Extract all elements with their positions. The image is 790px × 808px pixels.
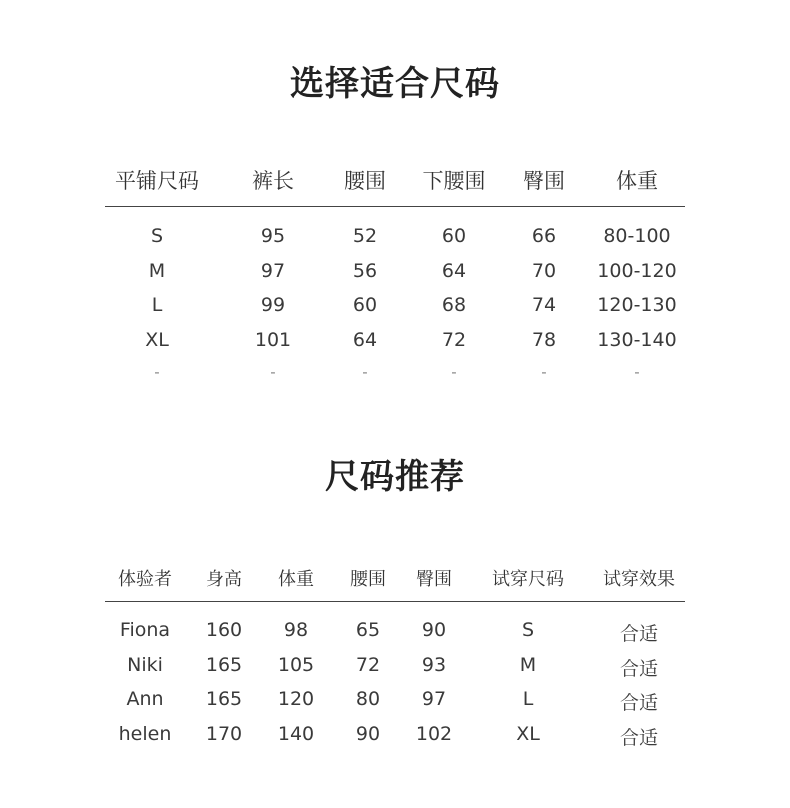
recommendation-table	[105, 565, 685, 749]
size-chart-header-cell: 下腰围	[422, 169, 486, 193]
size-chart-row	[105, 225, 685, 260]
recommendation-row	[105, 723, 685, 758]
size-chart-cell: -	[270, 363, 276, 381]
recommendation-header-cell: 试穿尺码	[492, 569, 564, 590]
size-chart-cell: -	[362, 363, 368, 381]
recommendation-row	[105, 688, 685, 723]
size-chart-cell: 97	[260, 259, 286, 282]
recommendation-cell: 合适	[619, 692, 659, 714]
recommendation-row	[105, 619, 685, 654]
size-chart-cell: 99	[260, 294, 286, 316]
recommendation-cell: 160	[205, 619, 243, 641]
size-chart-cell: 64	[352, 328, 378, 351]
size-chart-title: 选择适合尺码	[290, 64, 500, 104]
recommendation-cell: 65	[355, 619, 381, 641]
size-chart-cell: 68	[441, 294, 467, 316]
size-chart-row	[105, 329, 685, 364]
recommendation-cell: 合适	[619, 623, 659, 645]
size-chart-row	[105, 363, 685, 398]
recommendation-cell: 120	[277, 688, 315, 710]
size-chart-divider	[105, 206, 685, 207]
size-chart-header-row	[105, 165, 685, 205]
recommendation-cell: Niki	[127, 653, 163, 676]
recommendation-cell: 合适	[619, 726, 659, 749]
recommendation-cell: 合适	[619, 657, 659, 680]
size-chart-cell: 80-100	[603, 225, 671, 247]
recommendation-cell: XL	[516, 722, 540, 745]
size-chart-cell: 130-140	[597, 328, 677, 351]
recommendation-cell: 140	[277, 722, 315, 745]
size-chart-header-cell: 平铺尺码	[115, 169, 199, 193]
recommendation-cell: 102	[415, 722, 453, 745]
size-chart-cell: 95	[260, 225, 286, 247]
recommendation-cell: Ann	[126, 688, 164, 710]
recommendation-cell: 97	[421, 688, 447, 710]
size-chart-cell: 60	[441, 225, 467, 247]
size-chart-header-cell: 裤长	[252, 169, 294, 193]
recommendation-cell: 165	[205, 653, 243, 676]
recommendation-cell: M	[519, 653, 537, 676]
recommendation-cell: 98	[283, 619, 309, 641]
size-chart-header-cell: 体重	[616, 169, 658, 193]
recommendation-cell: 90	[421, 619, 447, 641]
recommendation-header-cell: 身高	[206, 569, 242, 590]
recommendation-header-cell: 体重	[278, 569, 314, 590]
recommendation-cell: 170	[205, 722, 243, 745]
size-chart-cell: 52	[352, 225, 378, 247]
size-chart-header-cell: 臀围	[523, 169, 565, 193]
size-chart-cell: 101	[254, 328, 292, 351]
size-chart-cell: M	[148, 259, 166, 282]
size-chart-header-cell: 腰围	[344, 169, 386, 193]
size-chart-cell: 60	[352, 294, 378, 316]
recommendation-title: 尺码推荐	[325, 457, 465, 497]
size-chart-cell: XL	[145, 328, 169, 351]
recommendation-cell: 72	[355, 653, 381, 676]
recommendation-header-cell: 臀围	[416, 569, 452, 590]
size-chart-cell: 66	[531, 225, 557, 247]
recommendation-cell: S	[521, 619, 535, 641]
size-chart-cell: 64	[441, 259, 467, 282]
size-chart-cell: -	[451, 363, 457, 381]
recommendation-header-row	[105, 565, 685, 595]
recommendation-body	[105, 619, 685, 757]
size-chart-body	[105, 225, 685, 398]
size-chart-row	[105, 294, 685, 329]
size-chart-row	[105, 260, 685, 295]
size-chart-cell: -	[154, 363, 160, 381]
recommendation-header-cell: 体验者	[118, 569, 172, 590]
recommendation-cell: 165	[205, 688, 243, 710]
recommendation-cell: L	[522, 688, 534, 710]
recommendation-divider	[105, 601, 685, 602]
size-chart-table	[105, 165, 685, 381]
size-chart-cell: L	[151, 294, 163, 316]
recommendation-cell: 90	[355, 722, 381, 745]
size-chart-cell: 100-120	[597, 259, 677, 282]
size-chart-cell: 74	[531, 294, 557, 316]
recommendation-header-cell: 腰围	[350, 569, 386, 590]
size-chart-cell: 78	[531, 328, 557, 351]
size-chart-cell: -	[634, 363, 640, 381]
recommendation-row	[105, 654, 685, 689]
size-chart-cell: 120-130	[597, 294, 677, 316]
size-chart-cell: 72	[441, 328, 467, 351]
size-chart-cell: -	[541, 363, 547, 381]
recommendation-cell: 93	[421, 653, 447, 676]
size-chart-cell: 70	[531, 259, 557, 282]
size-chart-cell: 56	[352, 259, 378, 282]
recommendation-cell: 80	[355, 688, 381, 710]
size-chart-cell: S	[150, 225, 164, 247]
recommendation-header-cell: 试穿效果	[603, 569, 675, 590]
recommendation-cell: Fiona	[119, 619, 171, 641]
recommendation-cell: helen	[118, 722, 172, 745]
recommendation-cell: 105	[277, 653, 315, 676]
